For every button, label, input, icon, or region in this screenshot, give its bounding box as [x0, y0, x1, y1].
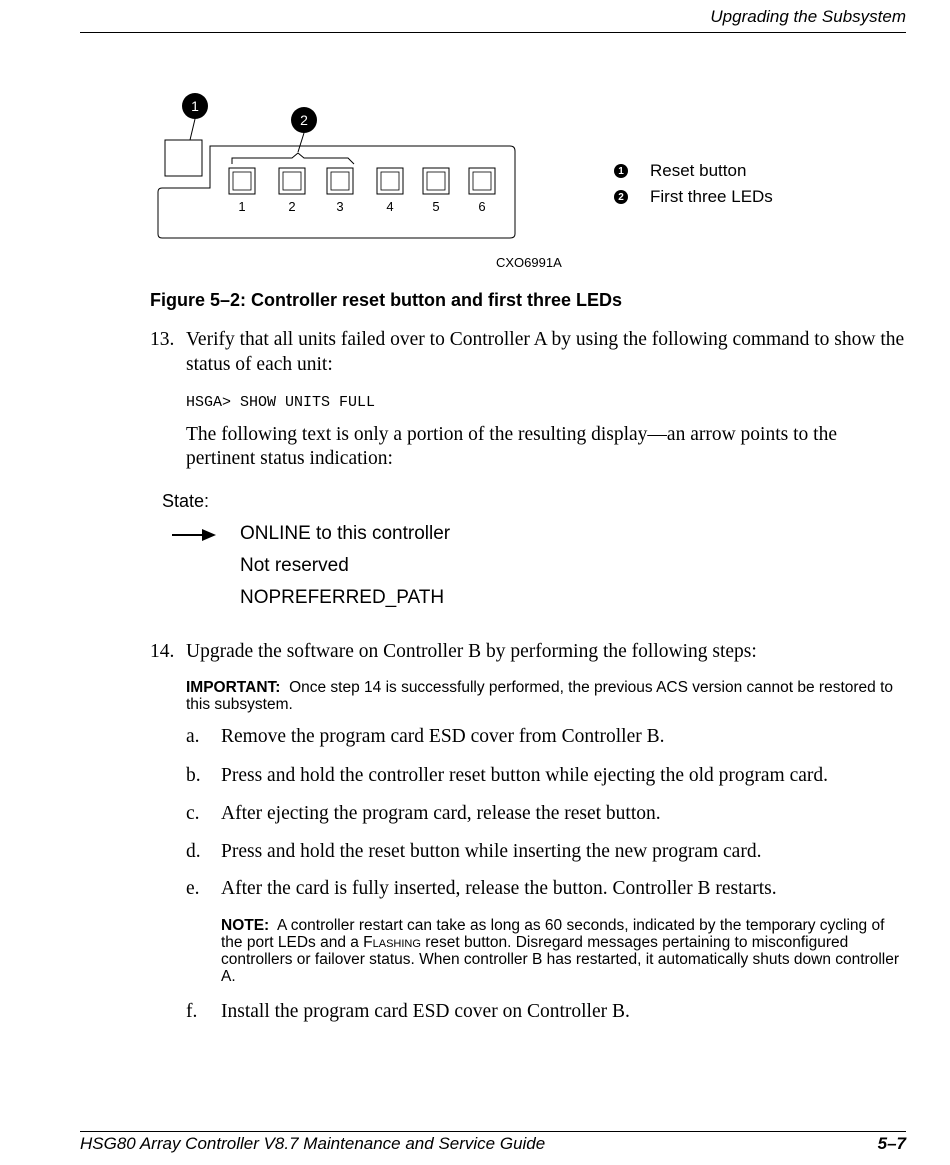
callout-legend: [614, 158, 773, 210]
led-label-1: 1: [238, 199, 246, 214]
led-row: [229, 168, 495, 194]
step-number: 13.: [150, 329, 175, 350]
important-text: Once step 14 is successfully performed, the previous ACS version cannot be restored to this subsystem.: [186, 679, 894, 713]
footer-rule: [80, 1131, 906, 1132]
led-label-3: 3: [336, 199, 344, 214]
state-label: State:: [162, 491, 210, 511]
callout-2-number: 2: [300, 112, 308, 128]
note-text-2: reset button. Disregard messages pertaining to misconfigured controllers or failover status. When controller B has restarted, it automatically shuts down controller A.: [221, 934, 899, 985]
state-line-path: NOPREFERRED_PATH: [240, 587, 445, 608]
important-label: IMPORTANT:: [186, 679, 281, 696]
led-2: [279, 168, 305, 194]
step-text: Verify that all units failed over to Controller A by using the following command to show the status of each unit:: [186, 329, 905, 375]
step-text: Upgrade the software on Controller B by performing the following steps:: [186, 641, 757, 662]
led-4: [377, 168, 403, 194]
led-1: [229, 168, 255, 194]
led-label-4: 4: [386, 199, 394, 214]
substep-text: Remove the program card ESD cover from Controller B.: [221, 726, 665, 747]
footer-guide-title: HSG80 Array Controller V8.7 Maintenance and Service Guide: [80, 1134, 546, 1153]
substep-letter: b.: [186, 765, 201, 786]
note-flashing: Flashing: [363, 934, 421, 951]
running-head: Upgrading the Subsystem: [710, 7, 906, 26]
legend-number: 1: [614, 164, 628, 178]
substep-text: Press and hold the reset button while inserting the new program card.: [221, 841, 762, 862]
substep-text: Install the program card ESD cover on Controller B.: [221, 1001, 630, 1022]
led-6: [469, 168, 495, 194]
led-label-5: 5: [432, 199, 440, 214]
controller-figure: [150, 88, 610, 278]
substep-text: After the card is fully inserted, release the button. Controller B restarts.: [221, 878, 777, 899]
arrow-icon: [172, 527, 216, 543]
substep-text: After ejecting the program card, release the reset button.: [221, 803, 661, 824]
state-line-reserved: Not reserved: [240, 555, 349, 576]
figure-caption: Figure 5–2: Controller reset button and first three LEDs: [150, 290, 623, 310]
legend-number: 2: [614, 190, 628, 204]
legend-label: Reset button: [650, 161, 747, 180]
substep-letter: e.: [186, 878, 200, 899]
display-intro: The following text is only a portion of the resulting display—an arrow points to the pertinent status indication:: [186, 424, 837, 469]
reset-button-shape: [165, 140, 202, 176]
led-label-6: 6: [478, 199, 486, 214]
led-5: [423, 168, 449, 194]
note-text-1: A controller restart can take as long as 60 seconds, indicated by the temporary cycling of the port LEDs and a: [221, 917, 885, 951]
restart-note: [221, 917, 906, 985]
callout-1-number: 1: [191, 98, 199, 114]
substep-letter: a.: [186, 726, 200, 747]
important-notice: [186, 679, 901, 713]
substep-text: Press and hold the controller reset button while ejecting the old program card.: [221, 765, 829, 786]
legend-item: [614, 158, 773, 184]
legend-label: First three LEDs: [650, 187, 773, 206]
command-text: HSGA> SHOW UNITS FULL: [186, 394, 376, 411]
substep-letter: f.: [186, 1001, 198, 1022]
legend-item: [614, 184, 773, 210]
led-3: [327, 168, 353, 194]
state-line-online: ONLINE to this controller: [240, 523, 451, 544]
header-rule: [80, 32, 906, 33]
led-label-2: 2: [288, 199, 296, 214]
step-number: 14.: [150, 641, 175, 662]
note-label: NOTE:: [221, 917, 270, 934]
substep-letter: c.: [186, 803, 200, 824]
figure-id: CXO6991A: [496, 255, 562, 270]
substep-letter: d.: [186, 841, 201, 862]
footer-page-number: 5–7: [877, 1134, 906, 1153]
